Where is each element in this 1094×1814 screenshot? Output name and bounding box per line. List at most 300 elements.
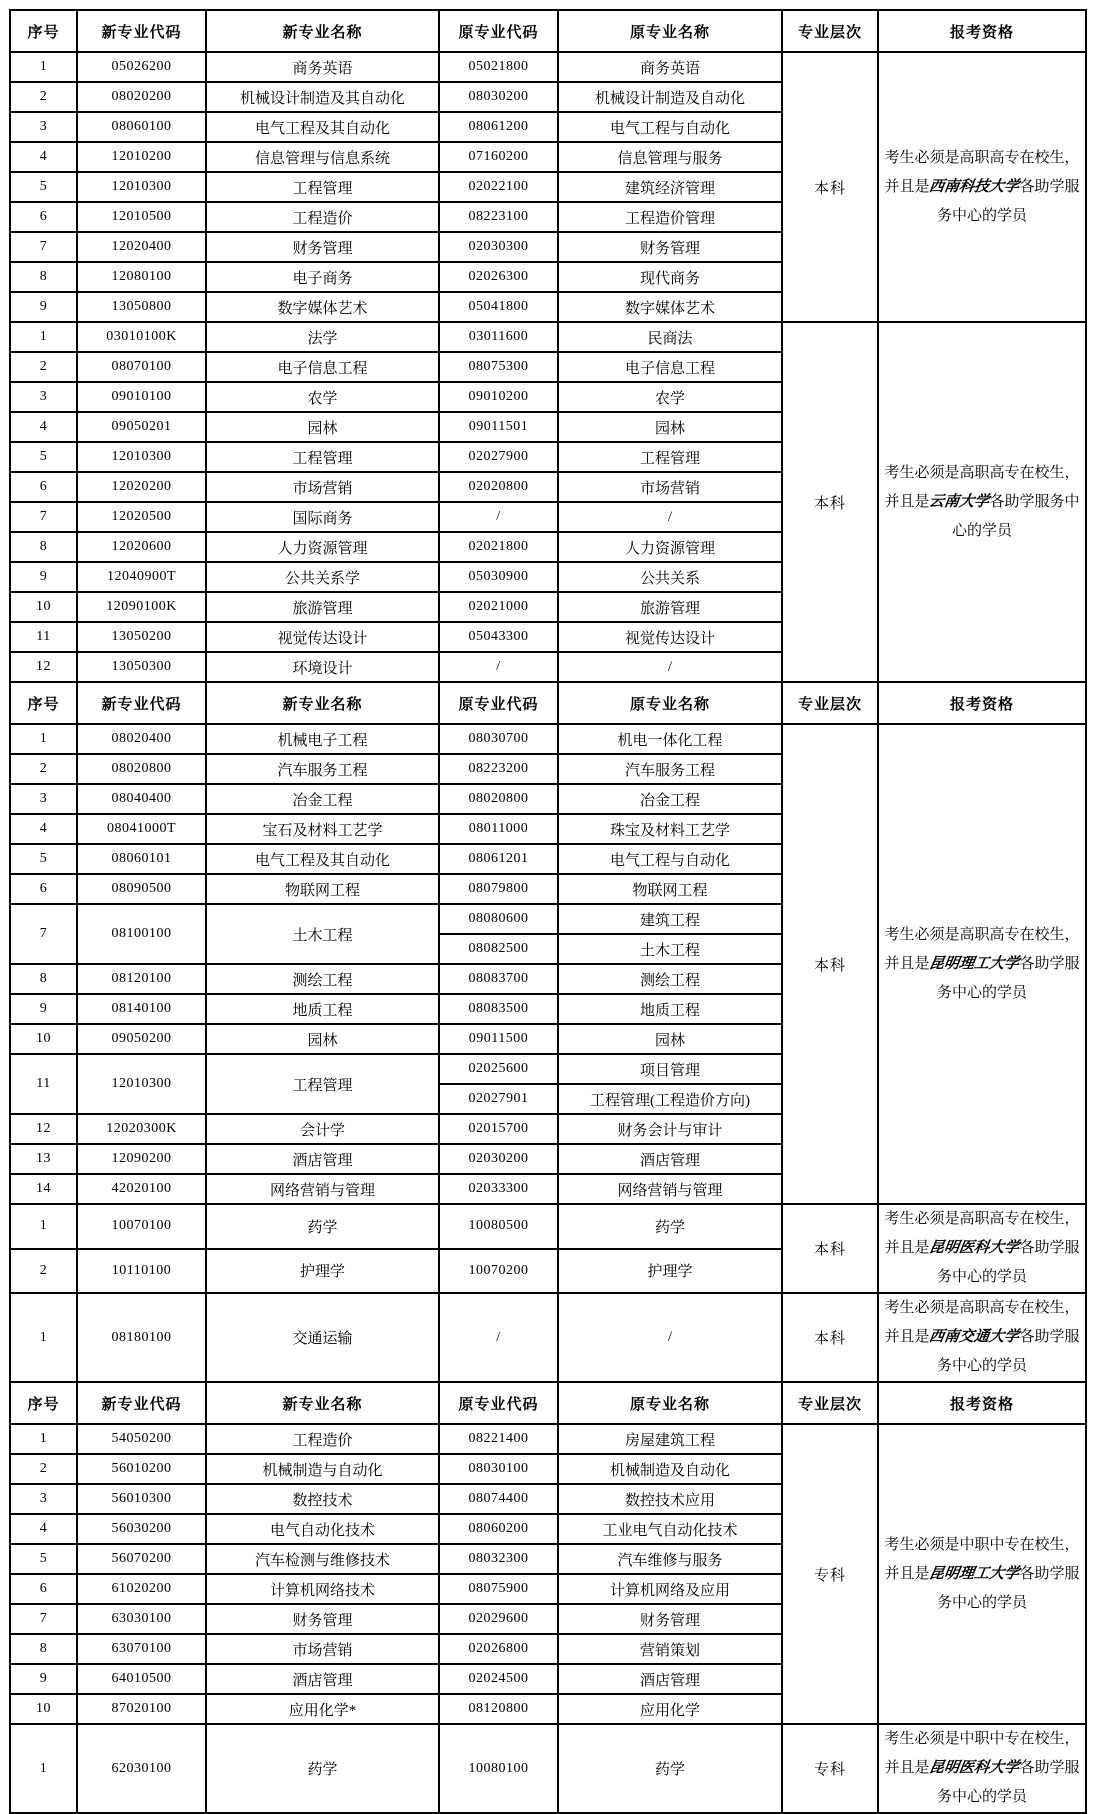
cell-seq: 6 bbox=[10, 472, 77, 502]
cell-old-code: 05021800 bbox=[439, 52, 558, 82]
cell-new-name: 财务管理 bbox=[206, 1604, 439, 1634]
cell-old-code: 02015700 bbox=[439, 1114, 558, 1144]
cell-new-code: 12010300 bbox=[77, 172, 206, 202]
cell-old-code: 02021000 bbox=[439, 592, 558, 622]
cell-new-code: 12090200 bbox=[77, 1144, 206, 1174]
cell-old-name: 营销策划 bbox=[558, 1634, 782, 1664]
column-header-no: 序号 bbox=[10, 10, 77, 52]
qualification-suffix: 各助学服务中心的学员 bbox=[951, 493, 1080, 539]
cell-new-name: 机械制造与自动化 bbox=[206, 1454, 439, 1484]
cell-old-name: 汽车维修与服务 bbox=[558, 1544, 782, 1574]
cell-seq: 6 bbox=[10, 202, 77, 232]
cell-seq: 9 bbox=[10, 562, 77, 592]
header-row bbox=[10, 1382, 1086, 1424]
cell-old-code: 09011501 bbox=[439, 412, 558, 442]
cell-new-name: 农学 bbox=[206, 382, 439, 412]
cell-new-code: 09050201 bbox=[77, 412, 206, 442]
cell-old-code: / bbox=[439, 1293, 558, 1382]
cell-new-name: 电气自动化技术 bbox=[206, 1514, 439, 1544]
table-row bbox=[10, 1293, 1086, 1382]
cell-new-code: 08060100 bbox=[77, 112, 206, 142]
cell-new-name: 商务英语 bbox=[206, 52, 439, 82]
cell-seq: 6 bbox=[10, 874, 77, 904]
cell-new-name: 工程管理 bbox=[206, 442, 439, 472]
cell-old-code: 05041800 bbox=[439, 292, 558, 322]
cell-new-name: 护理学 bbox=[206, 1249, 439, 1294]
cell-old-code: 08030700 bbox=[439, 724, 558, 754]
cell-seq: 6 bbox=[10, 1574, 77, 1604]
cell-old-code: 09010200 bbox=[439, 382, 558, 412]
column-header-new-name: 新专业名称 bbox=[206, 1382, 439, 1424]
cell-level: 专科 bbox=[782, 1424, 878, 1724]
column-header-new-code: 新专业代码 bbox=[77, 10, 206, 52]
cell-new-name: 信息管理与信息系统 bbox=[206, 142, 439, 172]
cell-qualification bbox=[878, 724, 1086, 1204]
cell-qualification bbox=[878, 1424, 1086, 1724]
column-header-level: 专业层次 bbox=[782, 10, 878, 52]
cell-seq: 9 bbox=[10, 994, 77, 1024]
cell-old-name: 数字媒体艺术 bbox=[558, 292, 782, 322]
cell-qualification bbox=[878, 1293, 1086, 1382]
cell-new-code: 08100100 bbox=[77, 904, 206, 964]
cell-new-name: 测绘工程 bbox=[206, 964, 439, 994]
cell-seq: 5 bbox=[10, 172, 77, 202]
cell-old-name: 现代商务 bbox=[558, 262, 782, 292]
cell-new-code: 08120100 bbox=[77, 964, 206, 994]
cell-old-code: 08074400 bbox=[439, 1484, 558, 1514]
cell-seq: 10 bbox=[10, 1694, 77, 1724]
cell-old-code: 08223100 bbox=[439, 202, 558, 232]
cell-old-code: 05030900 bbox=[439, 562, 558, 592]
cell-new-code: 08070100 bbox=[77, 352, 206, 382]
cell-new-code: 08060101 bbox=[77, 844, 206, 874]
cell-new-code: 56010300 bbox=[77, 1484, 206, 1514]
cell-new-name: 物联网工程 bbox=[206, 874, 439, 904]
cell-seq: 3 bbox=[10, 112, 77, 142]
cell-qualification bbox=[878, 52, 1086, 322]
cell-seq: 2 bbox=[10, 1249, 77, 1294]
cell-old-name: 地质工程 bbox=[558, 994, 782, 1024]
cell-old-code: 08030100 bbox=[439, 1454, 558, 1484]
cell-old-name: 冶金工程 bbox=[558, 784, 782, 814]
cell-old-code: 08011000 bbox=[439, 814, 558, 844]
cell-old-name: 工业电气自动化技术 bbox=[558, 1514, 782, 1544]
cell-new-name: 工程管理 bbox=[206, 172, 439, 202]
cell-qualification bbox=[878, 1204, 1086, 1293]
cell-old-code: 02030300 bbox=[439, 232, 558, 262]
cell-old-name: 电子信息工程 bbox=[558, 352, 782, 382]
cell-old-name: 电气工程与自动化 bbox=[558, 112, 782, 142]
cell-seq: 10 bbox=[10, 592, 77, 622]
cell-new-code: 56030200 bbox=[77, 1514, 206, 1544]
cell-new-name: 国际商务 bbox=[206, 502, 439, 532]
cell-seq: 14 bbox=[10, 1174, 77, 1204]
table-row bbox=[10, 322, 1086, 352]
cell-old-code: 02033300 bbox=[439, 1174, 558, 1204]
header-row bbox=[10, 682, 1086, 724]
cell-old-code: 02027901 bbox=[439, 1084, 558, 1114]
cell-old-name: 应用化学 bbox=[558, 1694, 782, 1724]
column-header-new-name: 新专业名称 bbox=[206, 682, 439, 724]
table-row bbox=[10, 52, 1086, 82]
column-header-new-code: 新专业代码 bbox=[77, 1382, 206, 1424]
cell-new-code: 09010100 bbox=[77, 382, 206, 412]
cell-old-name: 土木工程 bbox=[558, 934, 782, 964]
cell-new-code: 08140100 bbox=[77, 994, 206, 1024]
cell-new-name: 药学 bbox=[206, 1204, 439, 1249]
cell-old-name: 工程造价管理 bbox=[558, 202, 782, 232]
cell-seq: 1 bbox=[10, 52, 77, 82]
header-row bbox=[10, 10, 1086, 52]
majors-mapping-table bbox=[9, 9, 1087, 1814]
cell-old-name: 计算机网络及应用 bbox=[558, 1574, 782, 1604]
cell-new-code: 87020100 bbox=[77, 1694, 206, 1724]
cell-seq: 7 bbox=[10, 232, 77, 262]
cell-new-code: 13050800 bbox=[77, 292, 206, 322]
cell-seq: 10 bbox=[10, 1024, 77, 1054]
column-header-old-code: 原专业代码 bbox=[439, 10, 558, 52]
cell-new-code: 12010500 bbox=[77, 202, 206, 232]
cell-new-code: 56070200 bbox=[77, 1544, 206, 1574]
university-name: 西南科技大学 bbox=[928, 178, 1021, 195]
cell-new-name: 药学 bbox=[206, 1724, 439, 1813]
cell-old-name: 工程管理 bbox=[558, 442, 782, 472]
cell-old-name: / bbox=[558, 1293, 782, 1382]
column-header-no: 序号 bbox=[10, 682, 77, 724]
cell-new-code: 12010300 bbox=[77, 442, 206, 472]
cell-old-code: 02026300 bbox=[439, 262, 558, 292]
cell-old-code: 08061201 bbox=[439, 844, 558, 874]
cell-new-code: 12020600 bbox=[77, 532, 206, 562]
qualification-suffix: 各助学服务中心的学员 bbox=[936, 1760, 1080, 1805]
cell-new-code: 56010200 bbox=[77, 1454, 206, 1484]
qualification-suffix: 各助学服务中心的学员 bbox=[936, 1565, 1080, 1611]
cell-new-name: 汽车检测与维修技术 bbox=[206, 1544, 439, 1574]
cell-seq: 2 bbox=[10, 352, 77, 382]
cell-new-code: 42020100 bbox=[77, 1174, 206, 1204]
column-header-old-name: 原专业名称 bbox=[558, 10, 782, 52]
cell-old-code: 08083500 bbox=[439, 994, 558, 1024]
cell-old-name: 财务管理 bbox=[558, 232, 782, 262]
cell-old-name: 民商法 bbox=[558, 322, 782, 352]
cell-new-code: 12090100K bbox=[77, 592, 206, 622]
cell-new-name: 数字媒体艺术 bbox=[206, 292, 439, 322]
cell-seq: 4 bbox=[10, 412, 77, 442]
cell-old-name: 药学 bbox=[558, 1724, 782, 1813]
cell-new-name: 电气工程及其自动化 bbox=[206, 112, 439, 142]
cell-new-code: 12010200 bbox=[77, 142, 206, 172]
column-header-old-name: 原专业名称 bbox=[558, 1382, 782, 1424]
cell-new-code: 08020200 bbox=[77, 82, 206, 112]
cell-new-code: 08090500 bbox=[77, 874, 206, 904]
cell-new-name: 机械电子工程 bbox=[206, 724, 439, 754]
cell-old-name: 旅游管理 bbox=[558, 592, 782, 622]
cell-new-code: 63070100 bbox=[77, 1634, 206, 1664]
cell-level: 专科 bbox=[782, 1724, 878, 1813]
cell-new-code: 12020200 bbox=[77, 472, 206, 502]
cell-old-name: 园林 bbox=[558, 1024, 782, 1054]
cell-new-code: 64010500 bbox=[77, 1664, 206, 1694]
column-header-old-code: 原专业代码 bbox=[439, 682, 558, 724]
cell-old-code: 08075300 bbox=[439, 352, 558, 382]
cell-old-code: 03011600 bbox=[439, 322, 558, 352]
cell-new-code: 08020800 bbox=[77, 754, 206, 784]
cell-new-name: 公共关系学 bbox=[206, 562, 439, 592]
cell-old-code: 10080500 bbox=[439, 1204, 558, 1249]
cell-new-name: 电气工程及其自动化 bbox=[206, 844, 439, 874]
cell-old-code: 02024500 bbox=[439, 1664, 558, 1694]
cell-old-code: 10080100 bbox=[439, 1724, 558, 1813]
cell-new-code: 09050200 bbox=[77, 1024, 206, 1054]
cell-old-code: 08080600 bbox=[439, 904, 558, 934]
cell-new-name: 冶金工程 bbox=[206, 784, 439, 814]
cell-old-name: 房屋建筑工程 bbox=[558, 1424, 782, 1454]
cell-new-name: 机械设计制造及其自动化 bbox=[206, 82, 439, 112]
cell-new-name: 计算机网络技术 bbox=[206, 1574, 439, 1604]
cell-old-code: 02027900 bbox=[439, 442, 558, 472]
cell-old-name: 机电一体化工程 bbox=[558, 724, 782, 754]
cell-old-name: 项目管理 bbox=[558, 1054, 782, 1084]
cell-old-code: 08223200 bbox=[439, 754, 558, 784]
cell-seq: 7 bbox=[10, 502, 77, 532]
cell-seq: 4 bbox=[10, 814, 77, 844]
cell-level: 本科 bbox=[782, 724, 878, 1204]
cell-new-name: 网络营销与管理 bbox=[206, 1174, 439, 1204]
cell-old-code: 02020800 bbox=[439, 472, 558, 502]
cell-old-code: 08030200 bbox=[439, 82, 558, 112]
cell-new-code: 13050200 bbox=[77, 622, 206, 652]
cell-seq: 2 bbox=[10, 82, 77, 112]
cell-new-code: 05026200 bbox=[77, 52, 206, 82]
column-header-level: 专业层次 bbox=[782, 682, 878, 724]
cell-new-code: 08180100 bbox=[77, 1293, 206, 1382]
cell-old-name: / bbox=[558, 652, 782, 682]
cell-new-name: 电子信息工程 bbox=[206, 352, 439, 382]
cell-seq: 5 bbox=[10, 442, 77, 472]
qualification-prefix: 考生必须是高职高专在校生，并且是 bbox=[884, 1300, 1080, 1345]
cell-seq: 5 bbox=[10, 1544, 77, 1574]
cell-new-code: 12020300K bbox=[77, 1114, 206, 1144]
cell-seq: 12 bbox=[10, 1114, 77, 1144]
table-row bbox=[10, 1724, 1086, 1813]
table-row bbox=[10, 1424, 1086, 1454]
cell-seq: 9 bbox=[10, 292, 77, 322]
cell-old-name: 酒店管理 bbox=[558, 1664, 782, 1694]
cell-old-code: 08079800 bbox=[439, 874, 558, 904]
cell-old-code: 02029600 bbox=[439, 1604, 558, 1634]
cell-old-name: 护理学 bbox=[558, 1249, 782, 1294]
university-name: 昆明理工大学 bbox=[928, 1565, 1021, 1582]
column-header-new-name: 新专业名称 bbox=[206, 10, 439, 52]
column-header-level: 专业层次 bbox=[782, 1382, 878, 1424]
cell-seq: 2 bbox=[10, 754, 77, 784]
cell-old-name: 物联网工程 bbox=[558, 874, 782, 904]
cell-new-code: 12020500 bbox=[77, 502, 206, 532]
column-header-qual: 报考资格 bbox=[878, 1382, 1086, 1424]
cell-old-name: 商务英语 bbox=[558, 52, 782, 82]
qualification-suffix: 各助学服务中心的学员 bbox=[936, 178, 1080, 224]
cell-seq: 3 bbox=[10, 382, 77, 412]
column-header-old-name: 原专业名称 bbox=[558, 682, 782, 724]
cell-new-code: 12010300 bbox=[77, 1054, 206, 1114]
cell-seq: 11 bbox=[10, 1054, 77, 1114]
cell-new-name: 视觉传达设计 bbox=[206, 622, 439, 652]
cell-old-name: 药学 bbox=[558, 1204, 782, 1249]
university-name: 西南交通大学 bbox=[928, 1329, 1021, 1345]
cell-seq: 12 bbox=[10, 652, 77, 682]
cell-new-code: 12020400 bbox=[77, 232, 206, 262]
qualification-suffix: 各助学服务中心的学员 bbox=[936, 1329, 1080, 1374]
cell-old-name: 机械制造及自动化 bbox=[558, 1454, 782, 1484]
cell-seq: 3 bbox=[10, 1484, 77, 1514]
cell-old-code: / bbox=[439, 652, 558, 682]
cell-new-name: 电子商务 bbox=[206, 262, 439, 292]
table-body bbox=[10, 10, 1086, 1813]
cell-old-name: 网络营销与管理 bbox=[558, 1174, 782, 1204]
cell-seq: 1 bbox=[10, 724, 77, 754]
cell-seq: 1 bbox=[10, 1293, 77, 1382]
cell-new-name: 人力资源管理 bbox=[206, 532, 439, 562]
cell-new-code: 12080100 bbox=[77, 262, 206, 292]
column-header-qual: 报考资格 bbox=[878, 10, 1086, 52]
cell-old-code: 10070200 bbox=[439, 1249, 558, 1294]
cell-seq: 3 bbox=[10, 784, 77, 814]
cell-qualification bbox=[878, 322, 1086, 682]
university-name: 昆明理工大学 bbox=[928, 955, 1021, 972]
cell-new-name: 财务管理 bbox=[206, 232, 439, 262]
cell-old-name: 财务管理 bbox=[558, 1604, 782, 1634]
cell-new-code: 10070100 bbox=[77, 1204, 206, 1249]
qualification-suffix: 各助学服务中心的学员 bbox=[936, 955, 1080, 1001]
cell-old-code: / bbox=[439, 502, 558, 532]
cell-new-name: 汽车服务工程 bbox=[206, 754, 439, 784]
cell-level: 本科 bbox=[782, 322, 878, 682]
cell-old-code: 02021800 bbox=[439, 532, 558, 562]
cell-new-name: 环境设计 bbox=[206, 652, 439, 682]
qualification-prefix: 考生必须是高职高专在校生，并且是 bbox=[884, 1211, 1080, 1256]
cell-old-name: 建筑经济管理 bbox=[558, 172, 782, 202]
cell-seq: 1 bbox=[10, 1424, 77, 1454]
cell-old-code: 08083700 bbox=[439, 964, 558, 994]
qualification-suffix: 各助学服务中心的学员 bbox=[936, 1240, 1080, 1285]
cell-old-name: 信息管理与服务 bbox=[558, 142, 782, 172]
table-row bbox=[10, 1204, 1086, 1249]
cell-new-name: 法学 bbox=[206, 322, 439, 352]
cell-old-name: 测绘工程 bbox=[558, 964, 782, 994]
cell-seq: 8 bbox=[10, 262, 77, 292]
cell-level: 本科 bbox=[782, 1293, 878, 1382]
column-header-old-code: 原专业代码 bbox=[439, 1382, 558, 1424]
cell-old-code: 08221400 bbox=[439, 1424, 558, 1454]
cell-seq: 8 bbox=[10, 1634, 77, 1664]
cell-new-code: 08020400 bbox=[77, 724, 206, 754]
cell-new-code: 54050200 bbox=[77, 1424, 206, 1454]
cell-seq: 11 bbox=[10, 622, 77, 652]
cell-old-name: 园林 bbox=[558, 412, 782, 442]
cell-new-name: 旅游管理 bbox=[206, 592, 439, 622]
cell-seq: 1 bbox=[10, 1724, 77, 1813]
cell-seq: 9 bbox=[10, 1664, 77, 1694]
cell-old-code: 08082500 bbox=[439, 934, 558, 964]
cell-new-name: 酒店管理 bbox=[206, 1144, 439, 1174]
cell-new-code: 61020200 bbox=[77, 1574, 206, 1604]
cell-new-name: 市场营销 bbox=[206, 1634, 439, 1664]
cell-old-code: 07160200 bbox=[439, 142, 558, 172]
table-row bbox=[10, 724, 1086, 754]
cell-new-name: 土木工程 bbox=[206, 904, 439, 964]
cell-old-name: 建筑工程 bbox=[558, 904, 782, 934]
qualification-prefix: 考生必须是中职中专在校生，并且是 bbox=[884, 1731, 1080, 1776]
cell-old-name: 数控技术应用 bbox=[558, 1484, 782, 1514]
cell-old-name: 酒店管理 bbox=[558, 1144, 782, 1174]
qualification-prefix: 考生必须是高职高专在校生，并且是 bbox=[884, 149, 1080, 195]
cell-old-name: 人力资源管理 bbox=[558, 532, 782, 562]
cell-old-name: 公共关系 bbox=[558, 562, 782, 592]
column-header-no: 序号 bbox=[10, 1382, 77, 1424]
cell-old-name: / bbox=[558, 502, 782, 532]
qualification-prefix: 考生必须是高职高专在校生，并且是 bbox=[884, 464, 1080, 510]
cell-old-name: 农学 bbox=[558, 382, 782, 412]
cell-new-code: 08041000T bbox=[77, 814, 206, 844]
cell-new-name: 宝石及材料工艺学 bbox=[206, 814, 439, 844]
cell-old-name: 机械设计制造及自动化 bbox=[558, 82, 782, 112]
cell-new-code: 62030100 bbox=[77, 1724, 206, 1813]
cell-seq: 8 bbox=[10, 964, 77, 994]
cell-old-code: 08120800 bbox=[439, 1694, 558, 1724]
cell-seq: 2 bbox=[10, 1454, 77, 1484]
cell-old-name: 市场营销 bbox=[558, 472, 782, 502]
cell-seq: 1 bbox=[10, 322, 77, 352]
cell-seq: 4 bbox=[10, 1514, 77, 1544]
qualification-prefix: 考生必须是高职高专在校生，并且是 bbox=[884, 926, 1080, 972]
cell-new-code: 63030100 bbox=[77, 1604, 206, 1634]
cell-new-name: 会计学 bbox=[206, 1114, 439, 1144]
university-name: 昆明医科大学 bbox=[928, 1760, 1021, 1776]
cell-old-code: 08061200 bbox=[439, 112, 558, 142]
cell-new-name: 工程造价 bbox=[206, 1424, 439, 1454]
cell-old-code: 08060200 bbox=[439, 1514, 558, 1544]
cell-old-code: 05043300 bbox=[439, 622, 558, 652]
cell-old-name: 汽车服务工程 bbox=[558, 754, 782, 784]
cell-old-code: 02026800 bbox=[439, 1634, 558, 1664]
cell-new-name: 园林 bbox=[206, 412, 439, 442]
column-header-new-code: 新专业代码 bbox=[77, 682, 206, 724]
cell-old-name: 财务会计与审计 bbox=[558, 1114, 782, 1144]
cell-new-name: 市场营销 bbox=[206, 472, 439, 502]
cell-seq: 4 bbox=[10, 142, 77, 172]
cell-new-name: 工程管理 bbox=[206, 1054, 439, 1114]
cell-new-name: 工程造价 bbox=[206, 202, 439, 232]
cell-old-name: 珠宝及材料工艺学 bbox=[558, 814, 782, 844]
cell-qualification bbox=[878, 1724, 1086, 1813]
qualification-prefix: 考生必须是中职中专在校生，并且是 bbox=[884, 1536, 1080, 1582]
cell-seq: 5 bbox=[10, 844, 77, 874]
cell-level: 本科 bbox=[782, 52, 878, 322]
cell-new-code: 10110100 bbox=[77, 1249, 206, 1294]
cell-new-name: 园林 bbox=[206, 1024, 439, 1054]
cell-old-code: 08032300 bbox=[439, 1544, 558, 1574]
cell-new-name: 酒店管理 bbox=[206, 1664, 439, 1694]
cell-new-name: 数控技术 bbox=[206, 1484, 439, 1514]
cell-seq: 1 bbox=[10, 1204, 77, 1249]
cell-new-name: 地质工程 bbox=[206, 994, 439, 1024]
cell-old-code: 02030200 bbox=[439, 1144, 558, 1174]
cell-old-code: 02022100 bbox=[439, 172, 558, 202]
cell-old-code: 08020800 bbox=[439, 784, 558, 814]
university-name: 昆明医科大学 bbox=[928, 1240, 1021, 1256]
cell-level: 本科 bbox=[782, 1204, 878, 1293]
cell-new-name: 应用化学* bbox=[206, 1694, 439, 1724]
